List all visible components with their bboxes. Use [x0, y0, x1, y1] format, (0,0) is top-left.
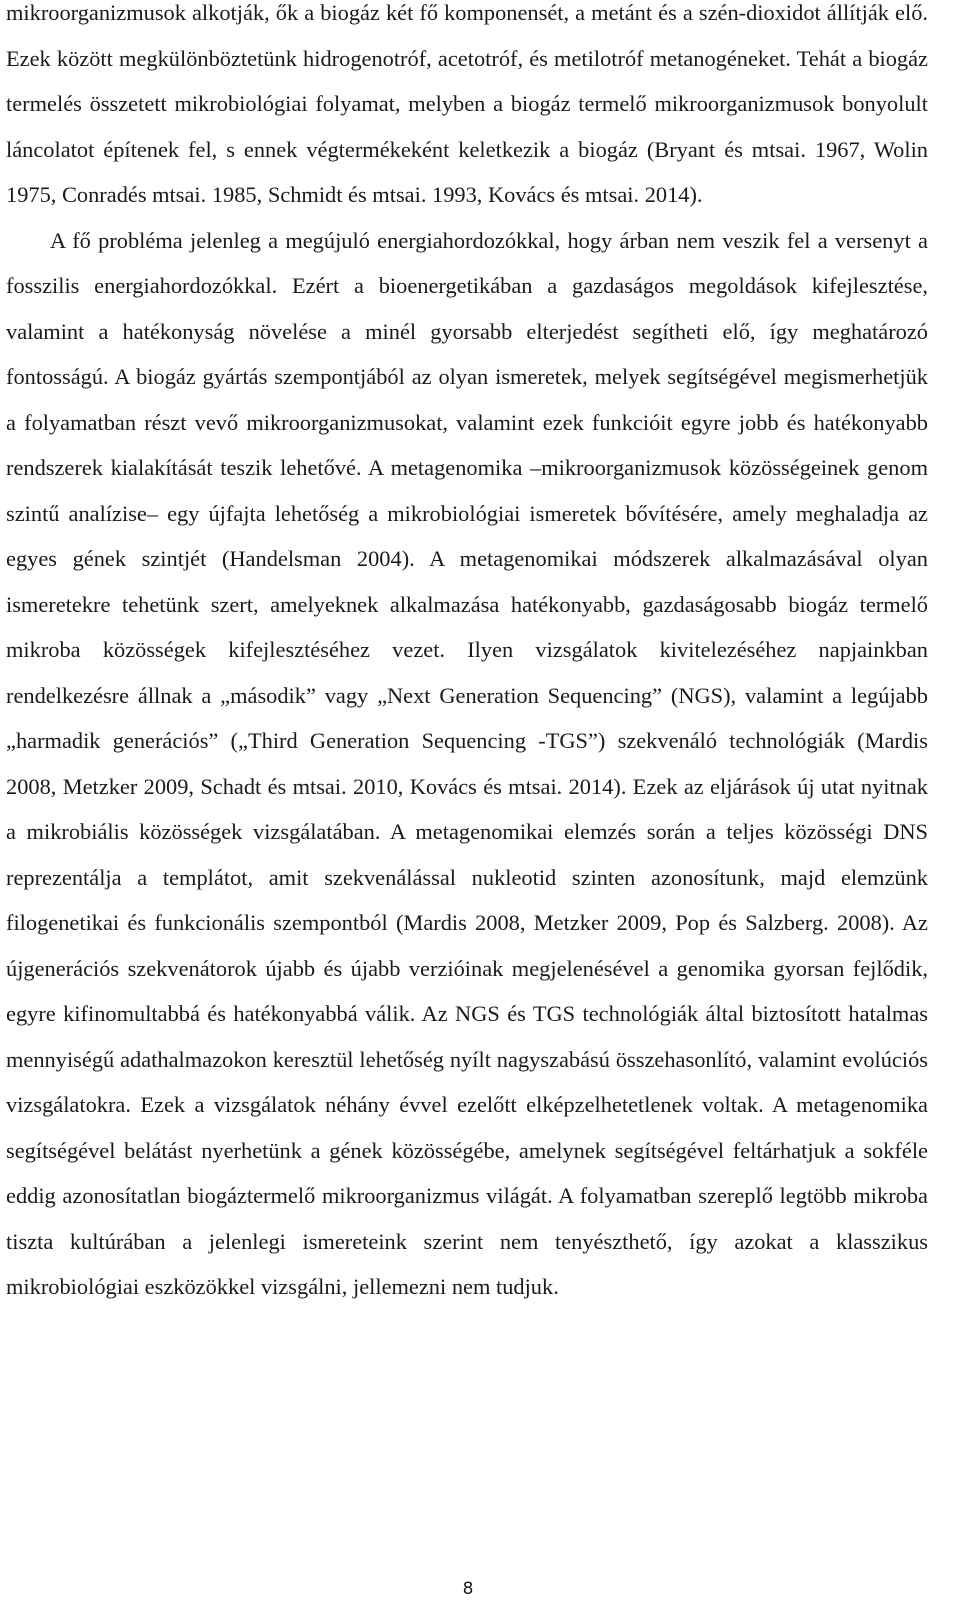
paragraph-continuation: mikroorganizmusok alkotják, ők a biogáz két fő komponensét, a metánt és a szén-dioxidot állítják elő. Ezek között megkülönböztetünk hidrogenotróf, acetotróf, és metilotróf metanogéneket. Tehát a biogáz termelés összetett mikrobiológiai folyamat, melyben a biogáz termelő mikroorganizmusok bonyolult láncolatot építenek fel, s ennek végtermékeként keletkezik a biogáz (Bryant és mtsai. 1967, Wolin 1975, Conradés mtsai. 1985, Schmidt és mtsai. 1993, Kovács és mtsai. 2014). — [6, 0, 928, 207]
paragraph-metagenomics: A fő probléma jelenleg a megújuló energiahordozókkal, hogy árban nem veszik fel a versenyt a fosszilis energiahordozókkal. Ezért a bioenergetikában a gazdaságos megoldások kifejlesztése, valamint a hatékonyság növelése a minél gyorsabb elterjedést segítheti elő, így meghatározó fontosságú. A biogáz gyártás szempontjából az olyan ismeretek, melyek segítségével megismerhetjük a folyamatban részt vevő mikroorganizmusokat, valamint ezek funkcióit egyre jobb és hatékonyabb rendszerek kialakítását teszik lehetővé. A metagenomika –mikroorganizmusok közösségeinek genom szintű analízise– egy újfajta lehetőség a mikrobiológiai ismeretek bővítésére, amely meghaladja az egyes gének szintjét (Handelsman 2004). A metagenomikai módszerek alkalmazásával olyan ismeretekre tehetünk szert, amelyeknek alkalmazása hatékonyabb, gazdaságosabb biogáz termelő mikroba közösségek kifejlesztéséhez vezet. Ilyen vizsgálatok kivitelezéséhez napjainkban rendelkezésre állnak a „második” vagy „Next Generation Sequencing” (NGS), valamint a legújabb „harmadik generációs” („Third Generation Sequencing -TGS”) szekvenáló technológiák (Mardis 2008, Metzker 2009, Schadt és mtsai. 2010, Kovács és mtsai. 2014). Ezek az eljárások új utat nyitnak a mikrobiális közösségek vizsgálatában. A metagenomikai elemzés során a teljes közösségi DNS reprezentálja a templátot, amit szekvenálással nukleotid szinten azonosítunk, majd elemzünk filogenetikai és funkcionális szempontból (Mardis 2008, Metzker 2009, Pop és Salzberg. 2008). Az újgenerációs szekvenátorok újabb és újabb verzióinak megjelenésével a genomika gyorsan fejlődik, egyre kifinomultabbá és hatékonyabbá válik. Az NGS és TGS technológiák által biztosított hatalmas mennyiségű adathalmazokon keresztül lehetőség nyílt nagyszabású összehasonlító, valamint evolúciós vizsgálatokra. Ezek a vizsgálatok néhány évvel ezelőtt elképzelhetetlenek voltak. A metagenomika segítségével belátást nyerhetünk a gének közösségébe, amelynek segítségével feltárhatjuk a sokféle eddig azonosítatlan biogáztermelő mikroorganizmus világát. A folyamatban szereplő legtöbb mikroba tiszta kultúrában a jelenlegi ismereteink szerint nem tenyészthető, így azokat a klasszikus mikrobiológiai eszközökkel vizsgálni, jellemezni nem tudjuk. — [6, 227, 928, 1299]
page-number: 8 — [462, 1579, 474, 1599]
body-text — [6, 0, 928, 1310]
